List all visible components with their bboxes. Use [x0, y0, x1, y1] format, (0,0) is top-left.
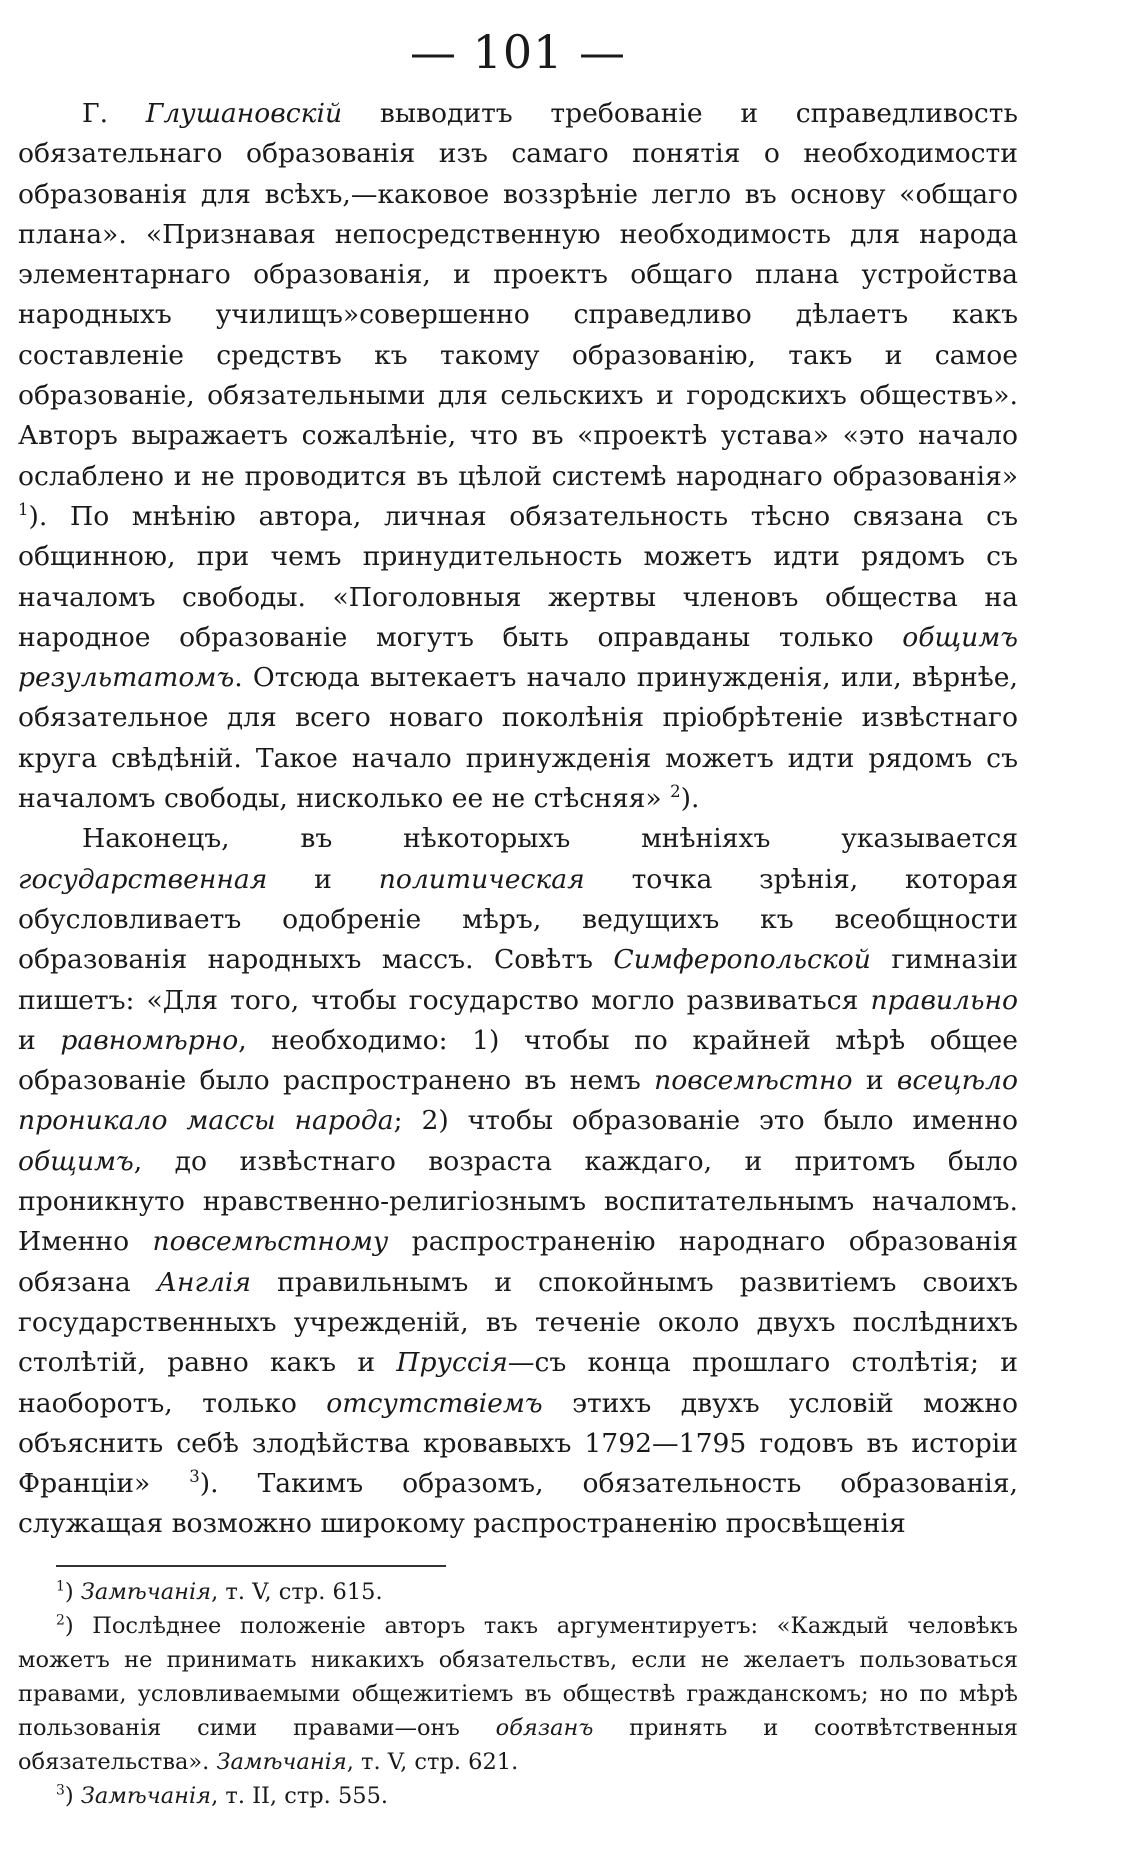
footnote-ref: 3 — [189, 1467, 200, 1487]
paragraph — [18, 819, 1018, 1544]
text-run: выводитъ требованіе и справедливость обязательнаго образованія изъ самаго понятія о необходимости образованія для всѣхъ,—каковое воззрѣніе легло въ основу «общаго плана». «Признавая непосредственную необходимость для народа элементарнаго образованія, и проектъ общаго плана устройства народныхъ училищъ»совершенно справедливо дѣлаетъ какъ составленіе средствъ къ такому образованію, такъ и самое образованіе, обязательными для сельскихъ и городскихъ обществъ». Авторъ выражаетъ сожалѣніе, что въ «проектѣ устава» «это начало ослаблено и не проводится въ цѣлой системѣ народнаго образованія» — [18, 98, 1018, 492]
text-run: , до извѣстнаго возраста каждаго, и притомъ было проникнуто нравственно-религіознымъ воспитательнымъ началомъ. Именно — [18, 1145, 1018, 1258]
italic-run: повсемѣстно — [654, 1065, 853, 1097]
italic-run: правильно — [870, 984, 1018, 1016]
italic-run: политическая — [378, 863, 585, 895]
footnote — [18, 1575, 1018, 1609]
book-page — [18, 22, 1018, 1813]
text-run: и — [18, 1024, 61, 1056]
text-run: ). По мнѣнію автора, личная обязательность тѣсно связана съ общинною, при чемъ принудительность можетъ идти рядомъ съ началомъ свободы. «Поголовныя жертвы членовъ общества на народное образованіе могутъ быть оправданы только — [18, 500, 1018, 653]
italic-run: Замѣчанія — [80, 1782, 212, 1809]
text-run: ) Послѣднее положеніе авторъ такъ аргументируетъ: «Каждый человѣкъ можетъ не принимать никакихъ обязательствъ, если не желаетъ пользоваться правами, условливаемыми общежитіемъ въ обществѣ гражданскомъ; но по мѣрѣ пользованія сими правами—онъ — [18, 1612, 1018, 1741]
italic-run: Англія — [156, 1266, 251, 1298]
italic-run: Симферопольской — [613, 944, 871, 976]
text-run: , т. II, стр. 555. — [211, 1782, 389, 1809]
text-run: ; 2) чтобы образованіе это было именно — [393, 1105, 1018, 1137]
footnote-ref: 2 — [670, 782, 681, 802]
text-run: точка зрѣнія, которая обусловливаетъ одобреніе мѣръ, ведущихъ къ всеобщности образованія народныхъ массъ. Совѣтъ — [18, 863, 1018, 976]
paragraph — [18, 94, 1018, 819]
text-run: распространенію народнаго образованія обязана — [18, 1226, 1018, 1298]
footnote-ref: 1 — [56, 1578, 65, 1595]
text-run: и — [852, 1065, 897, 1097]
italic-run: общимъ результатомъ — [18, 621, 1018, 694]
text-run: , т. V, стр. 621. — [346, 1748, 519, 1775]
text-run: . Отсюда вытекаетъ начало принужденія, или, вѣрнѣе, обязательное для всего новаго поколѣнія пріобрѣтеніе извѣстнаго круга свѣдѣній. Такое начало принужденія можетъ идти рядомъ съ началомъ свободы, нисколько ее не стѣсняя» — [18, 662, 1018, 815]
text-run: принять и соотвѣтственныя обязательства». — [18, 1714, 1018, 1775]
italic-run: повсемѣстному — [152, 1226, 389, 1258]
text-run: гимназіи пишетъ: «Для того, чтобы государство могло развиваться — [18, 944, 1018, 1016]
footnote-ref: 1 — [18, 500, 29, 520]
footnote-ref: 2 — [56, 1612, 65, 1629]
text-run: ). — [680, 783, 700, 815]
text-run: Г. — [82, 98, 146, 129]
italic-run: общимъ — [18, 1145, 134, 1177]
italic-run: Пруссія — [396, 1347, 508, 1379]
footnote — [18, 1609, 1018, 1779]
text-run: Наконецъ, въ нѣкоторыхъ мнѣніяхъ указывается — [82, 823, 1018, 855]
text-run: , т. V, стр. 615. — [211, 1578, 383, 1605]
text-run: —съ конца прошлаго столѣтія; и наоборотъ, только — [18, 1347, 1018, 1419]
footnote-divider — [56, 1565, 446, 1567]
italic-run: всецѣло проникало массы народа — [18, 1065, 1018, 1137]
footnote — [18, 1779, 1018, 1813]
italic-run: Глушановскій — [145, 98, 343, 129]
text-run: и — [267, 863, 379, 895]
text-run: , необходимо: 1) чтобы по крайней мѣрѣ общее образованіе было распространено въ немъ — [18, 1024, 1018, 1097]
text-run: ) — [64, 1578, 81, 1605]
text-run: этихъ двухъ условій можно объяснить себѣ злодѣйства кровавыхъ 1792—1795 годовъ въ исторіи Франціи» — [18, 1387, 1018, 1500]
italic-run: государственная — [18, 863, 268, 895]
italic-run: Замѣчанія — [216, 1748, 347, 1775]
italic-run: равномѣрно — [60, 1024, 239, 1056]
body-text — [18, 94, 1018, 1545]
page-number: — 101 — — [409, 25, 627, 79]
text-run: ) — [64, 1782, 81, 1809]
text-run: ). Такимъ образомъ, обязательность образованія, служащая возможно широкому распространенію просвѣщенія — [18, 1468, 1019, 1540]
footnotes — [18, 1575, 1018, 1813]
italic-run: Замѣчанія — [80, 1578, 212, 1605]
italic-run: обязанъ — [495, 1714, 594, 1741]
text-run: правильнымъ и спокойнымъ развитіемъ своихъ государственныхъ учрежденій, въ теченіе около двухъ послѣднихъ столѣтій, равно какъ и — [18, 1266, 1018, 1379]
italic-run: отсутствіемъ — [326, 1387, 543, 1419]
footnote-ref: 3 — [56, 1782, 65, 1799]
